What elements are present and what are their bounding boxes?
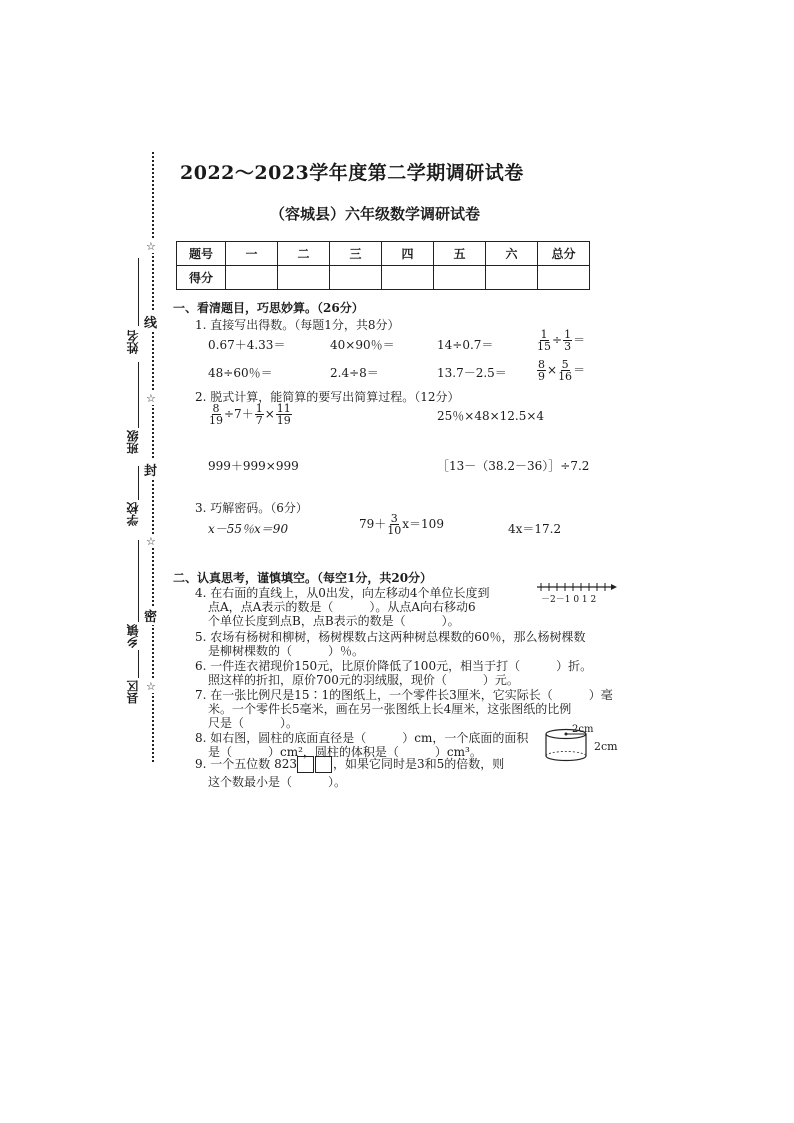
q2-expr-1: $\frac{8}{19}$ ÷7＋ $\frac{1}{7}$ × $\frac{11}{19}$ [209,402,291,427]
seal-char-xian: 线 [144,312,157,331]
q4-line: 个单位长度到点B，点B表示的数是（ ）。 [208,614,460,628]
score-cell: 四 [382,242,434,266]
page-title: 2022～2023学年度第二学期调研试卷 [180,162,524,184]
score-cell: 总分 [538,242,590,266]
q3-eq-2: 79＋ $\frac{3}{10}$ x＝109 [359,512,444,537]
q1-heading: 1. 直接写出得数。（每题1分，共8分） [195,318,400,332]
score-cell: 得分 [177,266,226,290]
number-line-labels: －2－1 0 1 2 [541,595,597,605]
score-entry[interactable] [434,266,486,290]
score-table [176,241,590,290]
q1-item: 0.67＋4.33＝ [208,338,286,352]
score-entry[interactable] [538,266,590,290]
field-county-line[interactable] [138,650,139,678]
q2-expr-3: 999＋999×999 [208,459,299,473]
field-school-line[interactable] [138,466,139,500]
q1-item: 2.4÷8＝ [330,366,379,380]
label-class: 班级 [126,430,140,454]
score-cell: 题号 [177,242,226,266]
cylinder-bottom [546,756,586,761]
section2-heading: 二、认真思考，谨慎填空。（每空1分，共20分） [173,571,433,585]
seal-char-mi: 密 [144,606,157,625]
star-mark: ☆ [146,680,156,693]
q8-line: 8. 如右图，圆柱的底面直径是（ ）cm，一个底面的面积 [195,731,529,745]
q6-line: 6. 一件连衣裙现价150元，比原价降低了100元，相当于打（ ）折。 [195,659,593,673]
q4-line: 4. 在右面的直线上，从0出发，向左移动4个单位长度到 [195,586,490,600]
q3-eq-1: x－55％x＝90 [208,522,289,536]
q5-line: 是柳树棵数的（ ）％。 [208,644,365,658]
q3-eq-3: 4x＝17.2 [508,522,562,536]
score-entry[interactable] [486,266,538,290]
q9-line: 9. 一个五位数 823 ，如果它同时是3和5的倍数，则 [195,757,505,771]
cylinder-side-label: 2cm [594,740,618,753]
cylinder-center [565,733,568,736]
field-name-line[interactable] [138,258,139,326]
q2-expr-4: ［13－（38.2－36）］÷7.2 [437,459,590,473]
score-entry[interactable] [382,266,434,290]
field-class-line[interactable] [138,362,139,428]
q4-line: 点A，点A表示的数是（ ）。从点A向右移动6 [208,600,476,614]
score-cell: 二 [278,242,330,266]
q1-item: 14÷0.7＝ [437,338,494,352]
q9-line: 这个数最小是（ ）。 [208,775,347,789]
q6-line: 照这样的折扣，原价700元的羽绒服，现价（ ）元。 [208,673,519,687]
q7-line: 7. 在一张比例尺是15∶1的图纸上，一个零件长3厘米，它实际长（ ）毫 [195,688,613,702]
q7-line: 尺是（ ）。 [208,716,299,730]
cylinder-top-label: 2cm [572,724,594,735]
label-name: 姓名 [126,330,140,354]
score-table-header-row [177,242,590,266]
number-line-arrow [611,584,617,590]
score-table-score-row [177,266,590,290]
score-cell: 三 [330,242,382,266]
seal-char-feng: 封 [144,460,157,479]
label-school: 学校 [126,502,140,526]
fraction: $\frac{5}{16}$ [558,358,573,383]
q8-line: 是（ ）cm²，圆柱的体积是（ ）cm³。 [208,745,482,759]
fraction: $\frac{8}{19}$ [209,402,223,427]
score-cell: 一 [226,242,278,266]
digit-box[interactable] [315,756,332,773]
score-entry[interactable] [278,266,330,290]
q7-line: 米。一个零件长5毫米，画在另一张图纸上长4厘米，这张图纸的比例 [208,702,572,716]
page-subtitle: （容城县）六年级数学调研试卷 [270,205,481,223]
q1-item: 40×90％＝ [330,338,395,352]
q1-item: 13.7－2.5＝ [437,366,507,380]
fraction: $\frac{1}{3}$ [564,328,572,353]
label-town: 乡镇 [126,624,140,648]
fraction: $\frac{1}{7}$ [255,402,263,427]
fraction: $\frac{11}{19}$ [276,402,291,427]
q3-heading: 3. 巧解密码。（6分） [195,501,308,515]
score-cell: 五 [434,242,486,266]
q5-line: 5. 农场有杨树和柳树，杨树棵数占这两种树总棵数的60％，那么杨树棵数 [195,630,586,644]
q1-item: 48÷60％＝ [208,366,273,380]
star-mark: ☆ [146,392,156,405]
star-mark: ☆ [146,240,156,253]
fraction: $\frac{1}{15}$ [537,328,551,353]
q2-expr-2: 25％×48×12.5×4 [437,409,545,423]
q1-frac-item: $\frac{8}{9}$ × $\frac{5}{16}$ ＝ [538,358,586,383]
section1-heading: 一、看清题目，巧思妙算。（26分） [173,301,364,315]
fraction: $\frac{3}{10}$ [387,512,402,537]
star-mark: ☆ [146,535,156,548]
q1-frac-item: $\frac{1}{15}$ ÷ $\frac{1}{3}$ ＝ [537,328,586,353]
score-cell: 六 [486,242,538,266]
digit-box[interactable] [297,756,314,773]
label-county: 县区 [126,680,140,704]
score-entry[interactable] [330,266,382,290]
q2-heading: 2. 脱式计算，能简算的要写出简算过程。（12分） [195,390,460,404]
cylinder-bottom-hidden [546,752,586,757]
score-entry[interactable] [226,266,278,290]
fraction: $\frac{8}{9}$ [538,358,545,383]
field-town-line[interactable] [138,540,139,622]
